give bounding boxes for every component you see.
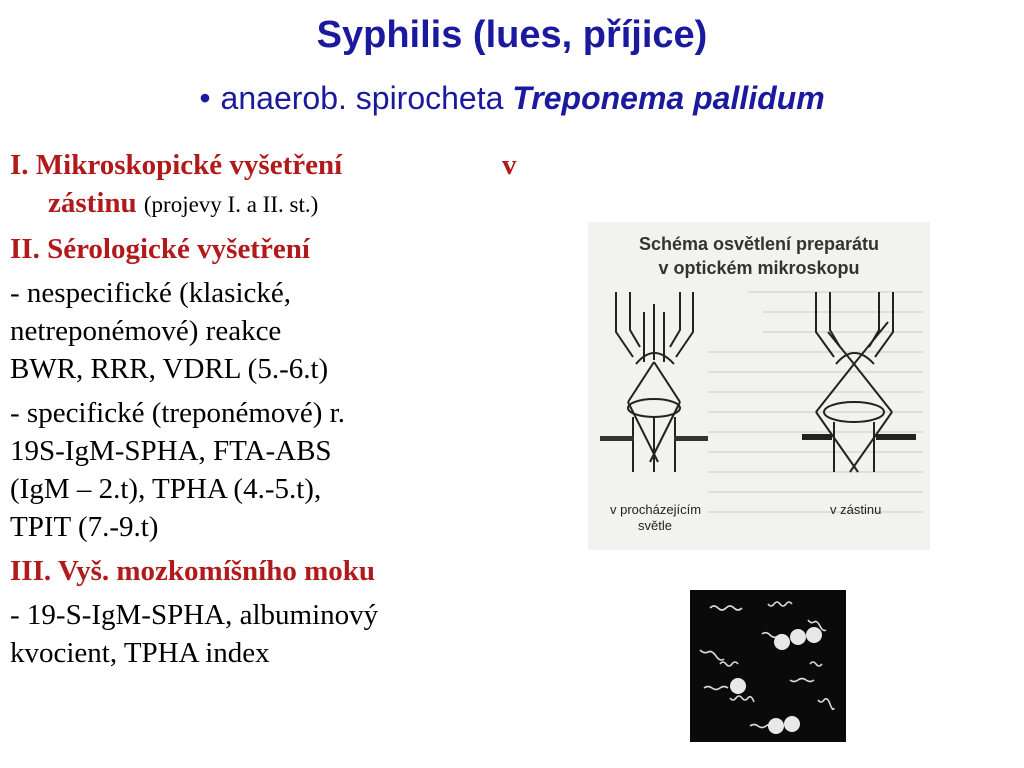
subtitle-prefix: anaerob. spirocheta (220, 80, 504, 116)
section-microscopy-note: (projevy I. a II. st.) (143, 192, 319, 217)
microscope-scheme-icon (588, 222, 930, 550)
list-item-line: kvocient, TPHA index (10, 637, 270, 669)
list-item-line: - nespecifické (klasické, (10, 277, 291, 309)
list-item-csf (10, 596, 550, 672)
darkfield-spirochete-icon (690, 590, 846, 742)
section-serology-heading: II. Sérologické vyšetření (10, 233, 310, 265)
section-microscopy-heading-2: zástinu (48, 187, 137, 219)
section-csf (10, 552, 550, 590)
scheme-label-transmitted-1: v procházejícím (610, 502, 702, 517)
list-item-line: 19S-IgM-SPHA, FTA-ABS (10, 435, 332, 467)
scheme-title-1: Schéma osvětlení preparátu (638, 234, 880, 254)
section-microscopy: I. Mikroskopické vyšetření v zástinu (projevy I. a II. st.) (10, 149, 517, 219)
bullet-icon: • (199, 80, 211, 116)
slide-body (10, 146, 550, 678)
list-item-line: TPIT (7.-9.t) (10, 511, 159, 543)
list-item-line: BWR, RRR, VDRL (5.-6.t) (10, 353, 329, 385)
scheme-title-2: v optickém mikroskopu (658, 258, 860, 278)
list-item-line: (IgM – 2.t), TPHA (4.-5.t), (10, 473, 322, 505)
list-item-line: - 19-S-IgM-SPHA, albuminový (10, 599, 379, 631)
list-item-line: - specifické (treponémové) r. (10, 397, 345, 429)
scheme-label-darkfield: v zástinu (830, 502, 882, 517)
list-item-nonspecific (10, 274, 550, 388)
subtitle-species: Treponema pallidum (512, 80, 825, 116)
section-csf-heading: III. Vyš. mozkomíšního moku (10, 555, 376, 587)
list-item-line: netreponémové) reakce (10, 315, 282, 347)
list-item-specific (10, 394, 550, 546)
section-microscopy-heading: I. Mikroskopické vyšetření (10, 149, 343, 181)
slide-title: Syphilis (lues, příjice) (316, 14, 708, 56)
slide-subtitle (0, 80, 1024, 117)
scheme-label-transmitted-2: světle (638, 518, 672, 533)
section-serology (10, 230, 550, 268)
